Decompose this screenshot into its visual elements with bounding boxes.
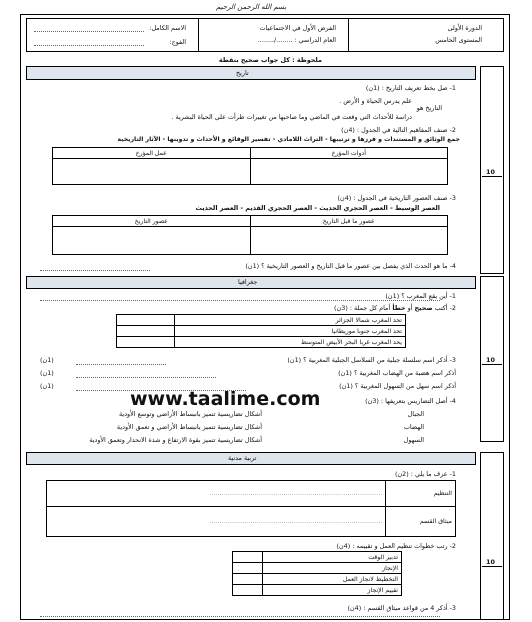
history-q2: 2- صنف المفاهيم التالية في الجدول : (4ن) [341,126,456,134]
civics-q1-term: التنظيم [386,481,456,507]
order-cell[interactable] [233,574,263,585]
basmala: بسم الله الرحمن الرحيم [216,3,287,11]
answer-cell[interactable] [53,227,251,255]
history-q3-table [52,215,448,255]
geography-q3b-answer[interactable] [76,377,216,378]
civics-q2-step: التخطيط لانجاز العمل [263,574,402,585]
civics-q2-step: الإنجاز [263,563,402,574]
history-q4-answer[interactable] [40,270,150,271]
geography-title: جغرافيا [238,278,258,286]
geography-q2-table [116,314,406,348]
civics-q3: 3- أذكر 4 من قواعد ميثاق القسم : (4ن) [347,604,456,612]
geography-q2-statement: تحد المغرب شمالا الجزائر [174,315,405,326]
relief-term-plateaus[interactable]: الهضاب [403,423,424,431]
group-label: الفوج: [169,38,186,46]
geography-q3a-answer[interactable] [76,364,166,365]
relief-def-1[interactable]: أشكال تضاريسية تتميز بانبساط الأراضي وتوسع الأودية [119,410,262,418]
civics-title: تربية مدنية [228,454,257,462]
level-label: المستوى الخامس [435,36,482,44]
geography-q3-points: (1ن) [40,382,54,390]
geography-q2-statement: تحد المغرب جنوبا موريطانيا [174,326,405,337]
history-q1-term: التاريخ هو [416,104,442,112]
school-year: العام الدراسي : ......../........ [257,36,336,44]
civics-q3-answer[interactable] [40,616,440,617]
history-q3: 3- صنف العصور التاريخية في الجدول : (4ن) [337,194,456,202]
history-q3-col-history: عصور التاريخ [53,216,251,227]
answer-cell[interactable] [53,159,251,185]
geography-q2-statement: يحد المغرب غربا البحر الأبيض المتوسط [174,337,405,348]
history-section-bar [26,66,476,80]
history-q3-col-prehistory: عصور ما قبل التاريخ [250,216,448,227]
civics-q2-step: تدبير الوقت [263,552,402,563]
answer-cell[interactable] [117,326,175,337]
relief-term-plains[interactable]: السهول [403,436,424,444]
relief-term-mountains[interactable]: الجبال [407,410,424,418]
civics-q1-term: ميثاق القسم [386,507,456,537]
civics-score-box [480,452,504,620]
answer-cell[interactable] [250,227,448,255]
header-divider-1 [348,18,349,52]
exam-title: الفرض الأول في الاجتماعيات [259,24,336,32]
civics-q1-table [46,480,456,537]
header-divider-2 [198,18,199,52]
geography-q4: 4- أصل التضاريس بتعريفها : (3ن) [365,397,456,405]
history-q2-col-tools: أدوات المؤرخ [250,148,448,159]
civics-score-line [482,566,502,567]
answer-cell[interactable]: ………………………………………………………………………… [47,507,386,537]
civics-score: 10 [486,558,495,566]
history-q4: 4- ما هو الحدث الذي يفصل بين عصور ما قبل التاريخ و العصور التاريخية ؟ (1ن) [245,262,456,270]
geography-q3c: أذكر اسم سهل من السهول المغربية ؟ (1ن) [339,382,456,390]
history-score-line [482,176,502,177]
civics-q2-table [232,551,402,596]
answer-cell[interactable] [117,337,175,348]
answer-cell[interactable] [250,159,448,185]
civics-q2-step: تقييم الإنجاز [263,585,402,596]
answer-cell[interactable] [117,315,175,326]
history-q1: 1- صل بخط تعريف التاريخ : (1ن) [365,84,456,92]
relief-def-3[interactable]: أشكال تضاريسية تتميز بقوة الارتفاع و شدة الانحدار وتعمق الأودية [89,436,262,444]
history-q3-terms: العصر الوسيط - العصر الحجري الحديث - العصر الحجري القديم - العصر الحديث [195,204,440,212]
history-q2-col-work: عمل المؤرخ [53,148,251,159]
watermark: www.taalime.com [130,388,321,410]
history-q2-table [52,147,448,185]
history-q2-terms: جمع الوثائق و المستندات و فرزها و ترتيبها - التراث اللامادي - تفسير الوقائع و الأحداث و تدوينها - الآثار التاريخية [117,136,460,143]
history-q1-option-1[interactable]: علم يدرس الحياة و الأرض . [339,97,412,105]
order-cell[interactable] [233,563,263,574]
answer-cell[interactable]: ………………………………………………………………………… [47,481,386,507]
group-field[interactable] [34,45,144,46]
order-cell[interactable] [233,585,263,596]
geography-q3-points: (1ن) [40,356,54,364]
note: ملحوظة : كل جواب صحيح بنقطة [218,56,322,64]
geography-q3a: 3- أذكر اسم سلسلة جبلية من السلاسل الجبلية المغربية ؟ (1ن) [287,356,456,364]
geography-q1-answer[interactable] [40,300,440,301]
full-name-field[interactable] [34,31,144,32]
full-name-label: الاسم الكامل: [149,24,186,32]
history-q1-option-2[interactable]: دراسة للأحداث التي وقعت في الماضي وما صاحبها من تغييرات طرأت على الحياة البشرية . [171,113,412,121]
relief-def-2[interactable]: أشكال تضاريسية تتميز بانبساط الأراضي و تعمق الأودية [116,423,262,431]
geography-score-line [482,364,502,365]
order-cell[interactable] [233,552,263,563]
session-label: الدورة الأولى [447,24,482,32]
geography-score: 10 [486,356,495,364]
history-title: تاريخ [236,69,249,77]
geography-q3-points: (1ن) [40,369,54,377]
civics-q2: 2- رتب خطوات تنظيم العمل و تقييمه : (4ن) [336,542,456,550]
geography-q3b: أذكر اسم هضبة من الهضاب المغربية ؟ (1ن) [338,369,456,377]
geography-q2: 2- أكتب صحيح أو خطأ أمام كل جملة : (3ن) [334,304,456,312]
civics-q1: 1- عرف ما يلي : (2ن) [394,470,456,478]
history-score: 10 [486,168,495,176]
geography-q1: 1- أين يقع المغرب ؟ (1ن) [385,292,456,300]
